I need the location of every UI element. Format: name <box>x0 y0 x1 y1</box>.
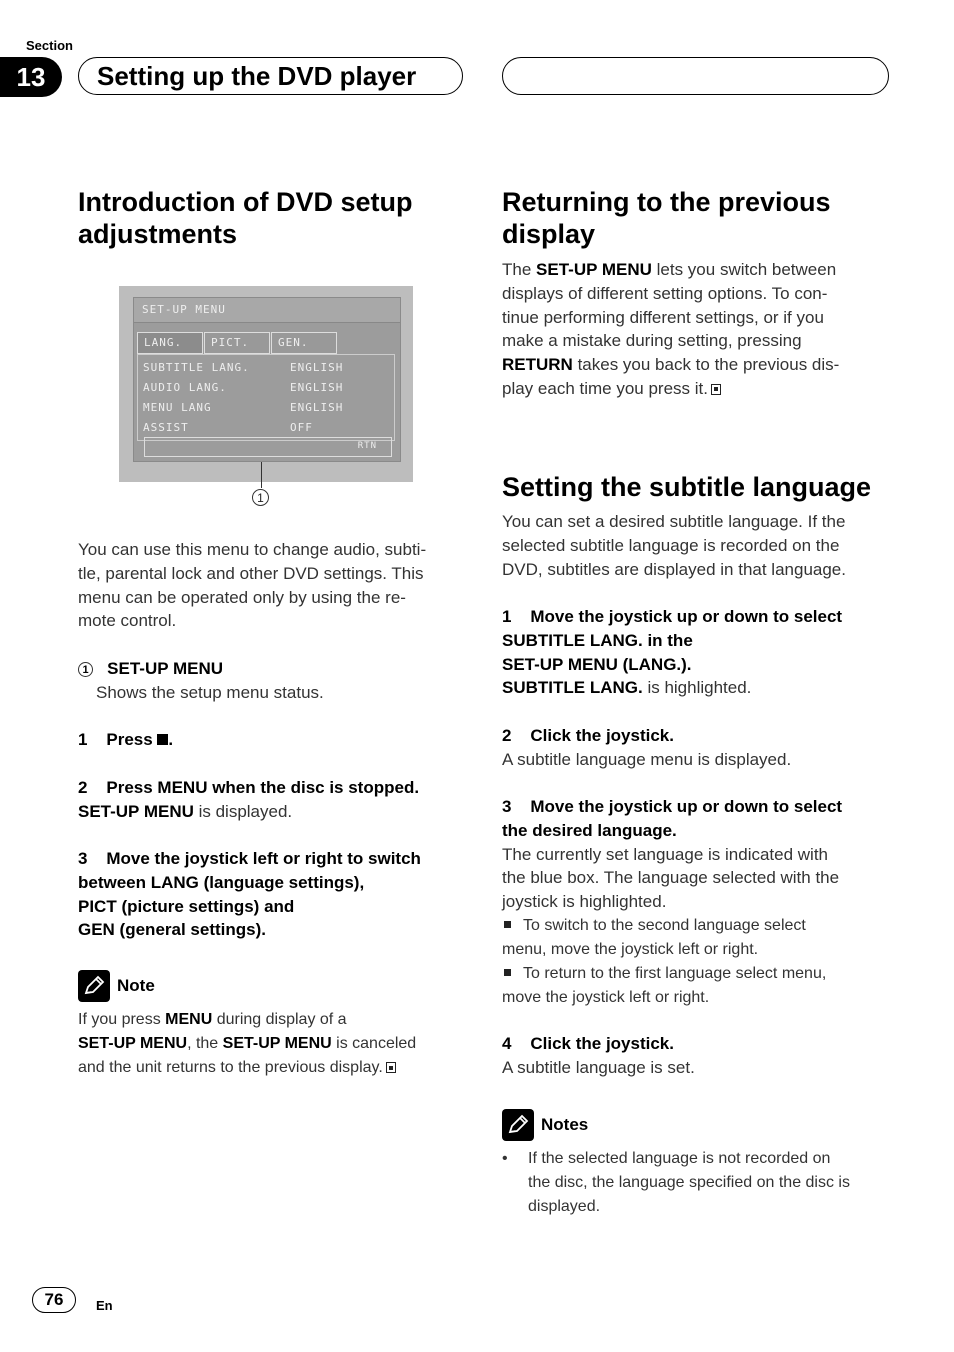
section-number: 13 <box>0 57 62 97</box>
end-mark-icon <box>386 1062 396 1073</box>
screen-rows <box>137 354 395 441</box>
sub-step-4: 4 Click the joystick. A subtitle language is set. <box>502 1034 695 1077</box>
screen-title: SET-UP MENU <box>142 303 226 316</box>
screen-row-value: ENGLISH <box>290 401 344 414</box>
returning-paragraph: The SET-UP MENU lets you switch between displays of different setting options. To con- tinue performing different settings, or if you make a mistake during setting, pressing RETURN takes you back to the previous dis- play each time you press it. <box>502 260 840 398</box>
intro-heading-line1: Introduction of DVD setup <box>78 187 413 217</box>
screen-row-label: ASSIST <box>143 421 189 434</box>
screen-title-bar <box>134 298 400 323</box>
note-title: Note <box>117 976 155 995</box>
screen-tab-lang: LANG. <box>137 332 203 354</box>
intro-paragraph: You can use this menu to change audio, subti- tle, parental lock and other DVD settings. This menu can be operated only by using the re- mote control. <box>78 540 427 631</box>
screen-footer-bar <box>144 437 392 457</box>
section-label: Section <box>26 38 73 53</box>
screen-row-label: AUDIO LANG. <box>143 381 227 394</box>
pencil-note-icon <box>502 1109 534 1141</box>
legend-title: SET-UP MENU <box>107 659 224 678</box>
notes-list: • If the selected language is not recorded on the disc, the language specified on the disc is displayed. <box>502 1147 894 1219</box>
step-1: 1 Press . <box>78 730 174 749</box>
step-3: 3 Move the joystick left or right to switch between LANG (language settings), PICT (picture settings) and GEN (general settings). <box>78 849 421 940</box>
screen-tab-gen: GEN. <box>271 332 337 354</box>
screen-row-value: ENGLISH <box>290 381 344 394</box>
callout-number: 1 <box>252 489 269 506</box>
sub-step-2: 2 Click the joystick. A subtitle language menu is displayed. <box>502 726 792 769</box>
callout-line <box>261 462 262 488</box>
chapter-title: Setting up the DVD player <box>78 57 463 95</box>
end-mark-icon <box>711 384 721 395</box>
legend-desc: Shows the setup menu status. <box>96 682 324 702</box>
screen-row-label: SUBTITLE LANG. <box>143 361 250 374</box>
screen-row-value: OFF <box>290 421 313 434</box>
note-text: If you press MENU during display of a SET-UP MENU, the SET-UP MENU is canceled and the unit returns to the previous display. <box>78 1011 417 1076</box>
setup-menu-screenshot <box>119 286 413 482</box>
note-header <box>78 970 155 1002</box>
screen-panel <box>133 297 401 462</box>
screen-row-value: ENGLISH <box>290 361 344 374</box>
pencil-note-icon <box>78 970 110 1002</box>
returning-heading: Returning to the previous display <box>502 187 831 249</box>
legend-item <box>78 657 468 705</box>
screen-tab-pict: PICT. <box>204 332 270 354</box>
stop-icon <box>157 734 168 745</box>
sub-step-3: 3 Move the joystick up or down to select the desired language. The currently set language is indicated with the blue box. The language selected with the joystick is highlighted. To switch to the second language select menu, move the joystick left or right. To return to the first language select menu, move the joystick left or right. <box>502 797 843 1006</box>
square-bullet-icon <box>504 921 511 928</box>
header-empty-pill <box>502 57 889 95</box>
square-bullet-icon <box>504 969 511 976</box>
subtitle-heading: Setting the subtitle language <box>502 472 872 502</box>
notes-header <box>502 1109 588 1141</box>
notes-title: Notes <box>541 1115 589 1134</box>
language-code: En <box>96 1298 113 1313</box>
bullet-dot-icon: • <box>502 1150 508 1167</box>
subtitle-paragraph: You can set a desired subtitle language. If the selected subtitle language is recorded on the DVD, subtitles are displayed in that language. <box>502 512 846 579</box>
intro-heading-line2: adjustments <box>78 219 238 249</box>
legend-number: 1 <box>78 662 93 677</box>
screen-footer: RTN <box>357 441 377 451</box>
screen-row-label: MENU LANG <box>143 401 212 414</box>
sub-step-1: 1 Move the joystick up or down to select SUBTITLE LANG. in the SET-UP MENU (LANG.). SUBTITLE LANG. is highlighted. <box>502 607 843 698</box>
intro-heading <box>78 186 412 250</box>
page-number: 76 <box>32 1287 76 1313</box>
step-2: 2 Press MENU when the disc is stopped. SET-UP MENU is displayed. <box>78 778 420 821</box>
